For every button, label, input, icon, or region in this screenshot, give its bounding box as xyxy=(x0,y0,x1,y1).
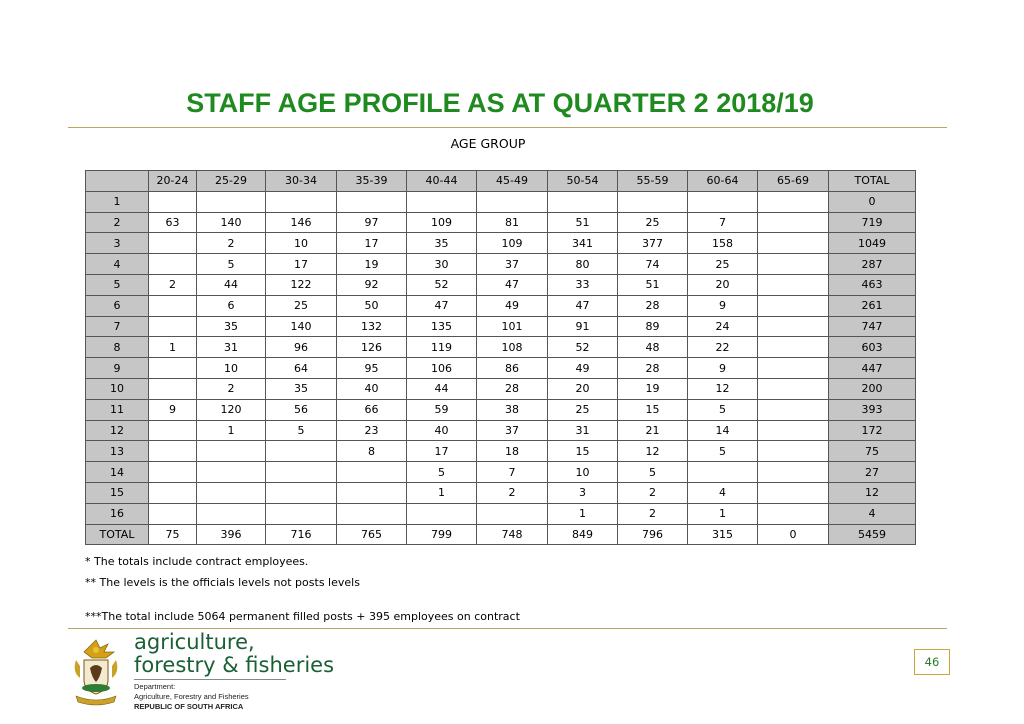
row-label-cell: 6 xyxy=(86,295,149,316)
table-row xyxy=(86,358,916,379)
table-cell xyxy=(197,482,266,503)
table-cell: 28 xyxy=(618,295,688,316)
table-cell xyxy=(337,503,407,524)
table-cell: 261 xyxy=(829,295,916,316)
table-cell xyxy=(758,378,829,399)
table-cell: 15 xyxy=(618,399,688,420)
table-cell: 108 xyxy=(477,337,548,358)
table-cell: 17 xyxy=(266,254,337,275)
table-cell: 20 xyxy=(688,274,758,295)
table-cell: 50-54 xyxy=(548,171,618,192)
table-cell xyxy=(149,462,197,483)
table-cell: 47 xyxy=(477,274,548,295)
table-cell xyxy=(618,191,688,212)
table-cell: 0 xyxy=(829,191,916,212)
table-cell: 126 xyxy=(337,337,407,358)
table-cell: 44 xyxy=(197,274,266,295)
table-row xyxy=(86,399,916,420)
table-cell: 12 xyxy=(618,441,688,462)
coat-of-arms-icon xyxy=(70,638,122,712)
table-cell xyxy=(266,462,337,483)
table-cell: 24 xyxy=(688,316,758,337)
note-levels: ** The levels is the officials levels not posts levels xyxy=(85,576,360,589)
table-cell: 81 xyxy=(477,212,548,233)
table-cell: 3 xyxy=(548,482,618,503)
table-cell: 2 xyxy=(149,274,197,295)
table-cell: 38 xyxy=(477,399,548,420)
table-cell: 28 xyxy=(477,378,548,399)
table-cell xyxy=(197,462,266,483)
table-cell xyxy=(149,233,197,254)
table-cell: 25 xyxy=(548,399,618,420)
table-cell: 19 xyxy=(618,378,688,399)
table-cell xyxy=(758,337,829,358)
table-cell: 2 xyxy=(618,503,688,524)
table-row xyxy=(86,420,916,441)
country-name: REPUBLIC OF SOUTH AFRICA xyxy=(134,702,244,711)
table-cell xyxy=(758,420,829,441)
table-cell: 40-44 xyxy=(407,171,477,192)
table-cell: 35-39 xyxy=(337,171,407,192)
table-cell xyxy=(149,316,197,337)
table-cell xyxy=(758,462,829,483)
table-cell: 59 xyxy=(407,399,477,420)
table-cell: 96 xyxy=(266,337,337,358)
table-cell: 287 xyxy=(829,254,916,275)
table-cell: 86 xyxy=(477,358,548,379)
row-label-cell: 16 xyxy=(86,503,149,524)
table-cell: 106 xyxy=(407,358,477,379)
table-totals-row xyxy=(86,524,916,545)
table-row xyxy=(86,462,916,483)
table-cell: 49 xyxy=(548,358,618,379)
table-cell xyxy=(758,358,829,379)
table-row xyxy=(86,274,916,295)
table-cell: 12 xyxy=(688,378,758,399)
table-cell: 7 xyxy=(688,212,758,233)
page-title: STAFF AGE PROFILE AS AT QUARTER 2 2018/19 xyxy=(186,88,814,118)
table-cell: 30 xyxy=(407,254,477,275)
table-cell: 15 xyxy=(548,441,618,462)
table-cell: 9 xyxy=(688,295,758,316)
row-label-cell: 11 xyxy=(86,399,149,420)
table-cell: 9 xyxy=(149,399,197,420)
table-cell: 80 xyxy=(548,254,618,275)
row-label-cell: 12 xyxy=(86,420,149,441)
table-cell xyxy=(197,191,266,212)
table-cell: 47 xyxy=(548,295,618,316)
table-cell: 37 xyxy=(477,420,548,441)
table-cell xyxy=(149,191,197,212)
table-cell: 341 xyxy=(548,233,618,254)
row-label-cell: 1 xyxy=(86,191,149,212)
table-cell: 5 xyxy=(266,420,337,441)
table-cell: 5 xyxy=(688,441,758,462)
table-cell: 40 xyxy=(337,378,407,399)
table-cell: 315 xyxy=(688,524,758,545)
table-cell: 23 xyxy=(337,420,407,441)
table-cell xyxy=(758,254,829,275)
table-cell: 92 xyxy=(337,274,407,295)
table-cell: 1 xyxy=(407,482,477,503)
table-cell xyxy=(149,358,197,379)
table-cell: 1049 xyxy=(829,233,916,254)
table-cell xyxy=(758,295,829,316)
table-cell: 716 xyxy=(266,524,337,545)
row-label-cell: 8 xyxy=(86,337,149,358)
table-cell xyxy=(407,191,477,212)
table-cell: 63 xyxy=(149,212,197,233)
table-cell xyxy=(688,462,758,483)
table-cell xyxy=(758,441,829,462)
table-cell: 5 xyxy=(197,254,266,275)
table-cell: 849 xyxy=(548,524,618,545)
table-row xyxy=(86,316,916,337)
table-cell xyxy=(337,191,407,212)
table-cell: 97 xyxy=(337,212,407,233)
table-cell xyxy=(477,191,548,212)
table-cell xyxy=(337,462,407,483)
table-cell: 4 xyxy=(829,503,916,524)
table-cell: 40 xyxy=(407,420,477,441)
table-row xyxy=(86,212,916,233)
table-cell xyxy=(758,191,829,212)
row-label-cell: 3 xyxy=(86,233,149,254)
table-cell: 119 xyxy=(407,337,477,358)
table-cell xyxy=(149,295,197,316)
staff-age-table xyxy=(85,170,916,545)
table-cell xyxy=(758,274,829,295)
row-label-cell: 7 xyxy=(86,316,149,337)
table-cell: 377 xyxy=(618,233,688,254)
table-cell: 44 xyxy=(407,378,477,399)
table-cell: 55-59 xyxy=(618,171,688,192)
table-cell: 5459 xyxy=(829,524,916,545)
table-cell: 75 xyxy=(829,441,916,462)
table-cell: 91 xyxy=(548,316,618,337)
table-cell xyxy=(407,503,477,524)
table-cell xyxy=(477,503,548,524)
table-cell xyxy=(266,191,337,212)
table-cell: 14 xyxy=(688,420,758,441)
table-cell: 17 xyxy=(407,441,477,462)
table-row xyxy=(86,254,916,275)
table-cell: 25 xyxy=(266,295,337,316)
table-cell xyxy=(149,503,197,524)
table-cell: 45-49 xyxy=(477,171,548,192)
table-cell xyxy=(149,378,197,399)
table-cell: 2 xyxy=(477,482,548,503)
table-cell: 5 xyxy=(688,399,758,420)
table-cell: 101 xyxy=(477,316,548,337)
table-cell: 2 xyxy=(197,378,266,399)
table-cell: 4 xyxy=(688,482,758,503)
table-cell xyxy=(149,254,197,275)
table-cell: 56 xyxy=(266,399,337,420)
table-row xyxy=(86,233,916,254)
table-cell: 51 xyxy=(548,212,618,233)
table-cell xyxy=(149,420,197,441)
table-cell: 47 xyxy=(407,295,477,316)
table-cell: 89 xyxy=(618,316,688,337)
table-cell: 2 xyxy=(197,233,266,254)
dept-name: Agriculture, Forestry and Fisheries xyxy=(134,692,249,701)
table-cell: 95 xyxy=(337,358,407,379)
table-header-row xyxy=(86,171,916,192)
table-cell xyxy=(758,503,829,524)
table-cell xyxy=(197,503,266,524)
table-row xyxy=(86,191,916,212)
table-cell: 30-34 xyxy=(266,171,337,192)
table-cell: 719 xyxy=(829,212,916,233)
table-cell: 765 xyxy=(337,524,407,545)
table-cell: 60-64 xyxy=(688,171,758,192)
row-label-cell: 15 xyxy=(86,482,149,503)
note-permanent: ***The total include 5064 permanent filled posts + 395 employees on contract xyxy=(85,610,520,623)
table-cell: 158 xyxy=(688,233,758,254)
table-cell xyxy=(758,212,829,233)
table-cell: 7 xyxy=(477,462,548,483)
note-totals: * The totals include contract employees. xyxy=(85,555,309,568)
table-cell: 396 xyxy=(197,524,266,545)
table-cell: 132 xyxy=(337,316,407,337)
table-cell xyxy=(337,482,407,503)
table-cell: 796 xyxy=(618,524,688,545)
row-label-cell: 13 xyxy=(86,441,149,462)
table-cell: 120 xyxy=(197,399,266,420)
table-cell: 748 xyxy=(477,524,548,545)
table-cell: 27 xyxy=(829,462,916,483)
table-cell: 18 xyxy=(477,441,548,462)
row-label-cell: 2 xyxy=(86,212,149,233)
brand-underline xyxy=(134,679,286,680)
table-cell: 66 xyxy=(337,399,407,420)
table-cell xyxy=(548,191,618,212)
table-cell: 8 xyxy=(337,441,407,462)
table-cell xyxy=(688,191,758,212)
table-cell: 172 xyxy=(829,420,916,441)
table-cell: 35 xyxy=(266,378,337,399)
row-label-cell xyxy=(86,171,149,192)
page-number: 46 xyxy=(914,649,950,675)
table-cell: 64 xyxy=(266,358,337,379)
row-label-cell: 14 xyxy=(86,462,149,483)
table-cell: 31 xyxy=(197,337,266,358)
table-cell: 25-29 xyxy=(197,171,266,192)
table-cell: 35 xyxy=(197,316,266,337)
table-cell xyxy=(149,482,197,503)
table-cell: 49 xyxy=(477,295,548,316)
row-label-cell: 4 xyxy=(86,254,149,275)
table-cell: 28 xyxy=(618,358,688,379)
table-cell: 393 xyxy=(829,399,916,420)
table-cell xyxy=(266,482,337,503)
table-row xyxy=(86,378,916,399)
age-group-heading: AGE GROUP xyxy=(450,136,526,151)
table-cell: 10 xyxy=(197,358,266,379)
brand-line-1: agriculture, xyxy=(134,630,255,654)
table-cell xyxy=(149,441,197,462)
table-cell: 37 xyxy=(477,254,548,275)
table-cell xyxy=(266,441,337,462)
table-cell: 5 xyxy=(407,462,477,483)
row-label-cell: 5 xyxy=(86,274,149,295)
table-cell: 20-24 xyxy=(149,171,197,192)
dept-label: Department: xyxy=(134,682,176,691)
table-cell: 52 xyxy=(548,337,618,358)
table-cell xyxy=(758,399,829,420)
table-cell: 17 xyxy=(337,233,407,254)
brand-line-2: forestry & fisheries xyxy=(134,653,335,677)
table-cell: 31 xyxy=(548,420,618,441)
table-cell: 109 xyxy=(477,233,548,254)
table-cell: 140 xyxy=(266,316,337,337)
table-cell xyxy=(758,316,829,337)
table-cell: 447 xyxy=(829,358,916,379)
table-cell: 10 xyxy=(548,462,618,483)
table-cell: 10 xyxy=(266,233,337,254)
table-cell: 20 xyxy=(548,378,618,399)
row-label-cell: TOTAL xyxy=(86,524,149,545)
table-cell: 22 xyxy=(688,337,758,358)
table-cell: 2 xyxy=(618,482,688,503)
table-cell: 21 xyxy=(618,420,688,441)
table-cell: 603 xyxy=(829,337,916,358)
table-cell: 51 xyxy=(618,274,688,295)
table-cell: 50 xyxy=(337,295,407,316)
table-cell: TOTAL xyxy=(829,171,916,192)
table-cell: 747 xyxy=(829,316,916,337)
table-cell: 135 xyxy=(407,316,477,337)
footer-divider xyxy=(68,628,947,629)
table-cell: 9 xyxy=(688,358,758,379)
table-cell: 1 xyxy=(688,503,758,524)
table-cell: 463 xyxy=(829,274,916,295)
table-cell: 12 xyxy=(829,482,916,503)
table-cell: 799 xyxy=(407,524,477,545)
table-cell: 19 xyxy=(337,254,407,275)
table-cell xyxy=(266,503,337,524)
table-cell xyxy=(758,233,829,254)
table-cell: 140 xyxy=(197,212,266,233)
table-cell xyxy=(758,482,829,503)
table-cell: 25 xyxy=(618,212,688,233)
table-cell: 25 xyxy=(688,254,758,275)
row-label-cell: 9 xyxy=(86,358,149,379)
table-row xyxy=(86,482,916,503)
table-row xyxy=(86,337,916,358)
table-cell xyxy=(197,441,266,462)
table-row xyxy=(86,295,916,316)
table-row xyxy=(86,503,916,524)
table-cell: 200 xyxy=(829,378,916,399)
table-cell: 6 xyxy=(197,295,266,316)
table-cell: 5 xyxy=(618,462,688,483)
table-cell: 52 xyxy=(407,274,477,295)
table-cell: 1 xyxy=(149,337,197,358)
table-cell: 33 xyxy=(548,274,618,295)
table-cell: 1 xyxy=(548,503,618,524)
table-cell: 0 xyxy=(758,524,829,545)
table-row xyxy=(86,441,916,462)
table-cell: 65-69 xyxy=(758,171,829,192)
table-cell: 1 xyxy=(197,420,266,441)
table-cell: 35 xyxy=(407,233,477,254)
table-cell: 122 xyxy=(266,274,337,295)
table-cell: 146 xyxy=(266,212,337,233)
table-cell: 74 xyxy=(618,254,688,275)
row-label-cell: 10 xyxy=(86,378,149,399)
table-cell: 48 xyxy=(618,337,688,358)
table-cell: 75 xyxy=(149,524,197,545)
title-divider xyxy=(68,127,947,128)
table-cell: 109 xyxy=(407,212,477,233)
